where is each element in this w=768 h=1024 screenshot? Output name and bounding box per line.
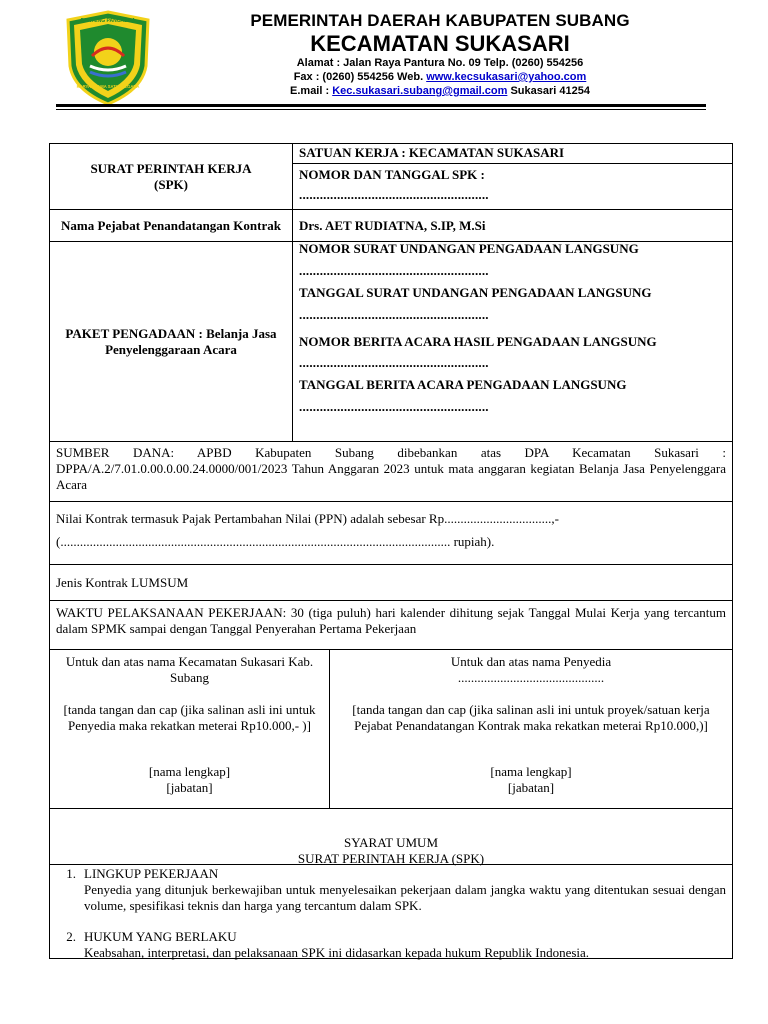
subang-emblem-logo	[62, 10, 154, 106]
fax-web-line: Fax : (0260) 554256 Web. www.kecsukasari@yahoo.com	[293, 71, 587, 83]
letterhead-rule-thick	[56, 104, 706, 107]
syarat-umum-title: SYARAT UMUM	[343, 835, 439, 850]
signature-kecamatan: Untuk dan atas nama Kecamatan Sukasari Kab. Subang [tanda tangan dan cap (jika salinan asli ini untuk Penyedia maka rekatkan meterai Rp10.000,- )] [nama lengkap] [jabatan]	[50, 650, 330, 808]
address-line: Alamat : Jalan Raya Pantura No. 09 Telp. (0260) 554256	[296, 57, 584, 69]
list-item: 2. HUKUM YANG BERLAKU Keabsahan, interpretasi, dan pelaksanaan SPK ini didasarkan kepada hukum Republik Indonesia.	[66, 929, 590, 960]
email-line: E.mail : Kec.sukasari.subang@gmail.com Sukasari 41254	[290, 85, 590, 97]
nilai-kontrak-row	[49, 502, 733, 565]
jenis-kontrak-row	[49, 565, 733, 601]
nilai-kontrak-terbilang: (........................................................................................................................ rupiah).	[56, 534, 495, 549]
district-name: KECAMATAN SUKASARI	[310, 31, 570, 56]
nilai-kontrak: Nilai Kontrak termasuk Pajak Pertambahan Nilai (PPN) adalah sebesar Rp.................................,-	[56, 511, 559, 526]
pejabat-label: Nama Pejabat Penandatangan Kontrak	[50, 210, 293, 241]
jenis-kontrak: Jenis Kontrak LUMSUM	[56, 575, 189, 590]
list-item: 1. LINGKUP PEKERJAAN Penyedia yang ditunjuk berkewajiban untuk menyelesaikan pekerjaan dalam jangka waktu yang ditentukan sesuai dengan volume, spesifikasi teknis dan harga yang tercantum dalam SPK.	[66, 866, 726, 913]
spk-title: SURAT PERINTAH KERJA (SPK)	[50, 144, 293, 209]
pejabat-value: Drs. AET RUDIATNA, S.IP, M.Si	[299, 217, 486, 233]
satuan-kerja: SATUAN KERJA : KECAMATAN SUKASARI	[293, 144, 732, 164]
signature-row	[49, 650, 733, 809]
sumber-dana-row	[49, 442, 733, 502]
syarat-title-row	[49, 809, 733, 865]
syarat-umum-subtitle: SURAT PERINTAH KERJA (SPK)	[297, 851, 485, 866]
svg-text:KARYA UTAMA SATYANEGARA: KARYA UTAMA SATYANEGARA	[76, 84, 140, 89]
letterhead	[160, 10, 720, 98]
paket-label: PAKET PENGADAAN : Belanja Jasa Penyelenggaraan Acara	[50, 242, 293, 441]
nomor-spk-dots: .......................................................	[299, 187, 489, 202]
syarat-items-row	[49, 865, 733, 959]
tanggal-undangan: TANGGAL SURAT UNDANGAN PENGADAAN LANGSUNG	[299, 285, 652, 300]
pejabat-row	[49, 210, 733, 242]
nomor-tanggal-spk: NOMOR DAN TANGGAL SPK :	[299, 167, 485, 182]
email-link[interactable]: Kec.sukasari.subang@gmail.com	[332, 85, 508, 97]
nomor-undangan: NOMOR SURAT UNDANGAN PENGADAAN LANGSUNG	[299, 241, 639, 256]
waktu-row	[49, 601, 733, 650]
svg-text:BENTENG PANCASILA: BENTENG PANCASILA	[80, 18, 136, 24]
government-name: PEMERINTAH DAERAH KABUPATEN SUBANG	[250, 11, 630, 30]
tanggal-berita-acara: TANGGAL BERITA ACARA PENGADAAN LANGSUNG	[299, 377, 627, 392]
nomor-berita-acara: NOMOR BERITA ACARA HASIL PENGADAAN LANGSUNG	[299, 334, 657, 349]
sumber-dana: SUMBER DANA: APBD Kabupaten Subang dibebankan atas DPA Kecamatan Sukasari : DPPA/A.2/7.01.0.00.0.00.24.0000/001/2023 Tahun Anggaran 2023 untuk mata anggaran kegiatan Belanja Jasa Penyelenggara Acara	[56, 445, 726, 492]
paket-row: PAKET PENGADAAN : Belanja Jasa Penyelenggaraan Acara NOMOR SURAT UNDANGAN PENGADAAN LANGSUNG ....................................................... TANGGAL SURAT UNDANGAN PENGADAAN LANGSUNG ....................................................... NOMOR BERITA ACARA HASIL PENGADAAN LANGSUNG ....................................................... TANGGAL BERITA ACARA PENGADAAN LANGSUNG .......................................................	[49, 242, 733, 442]
website-link[interactable]: www.kecsukasari@yahoo.com	[426, 71, 587, 83]
spk-header-row	[49, 143, 733, 210]
signature-penyedia: Untuk dan atas nama Penyedia ............................................. [tanda tangan dan cap (jika salinan asli ini untuk proyek/satuan kerja Pejabat Penandatangan Kontrak maka rekatkan meterai Rp10.000,)] [nama lengkap] [jabatan]	[352, 654, 710, 795]
waktu-pelaksanaan: WAKTU PELAKSANAAN PEKERJAAN: 30 (tiga puluh) hari kalender dihitung sejak Tanggal Mulai Kerja yang tercantum dalam SPMK sampai dengan Tanggal Penyerahan Pertama Pekerjaan	[56, 605, 726, 636]
letterhead-rule-thin	[56, 109, 706, 110]
